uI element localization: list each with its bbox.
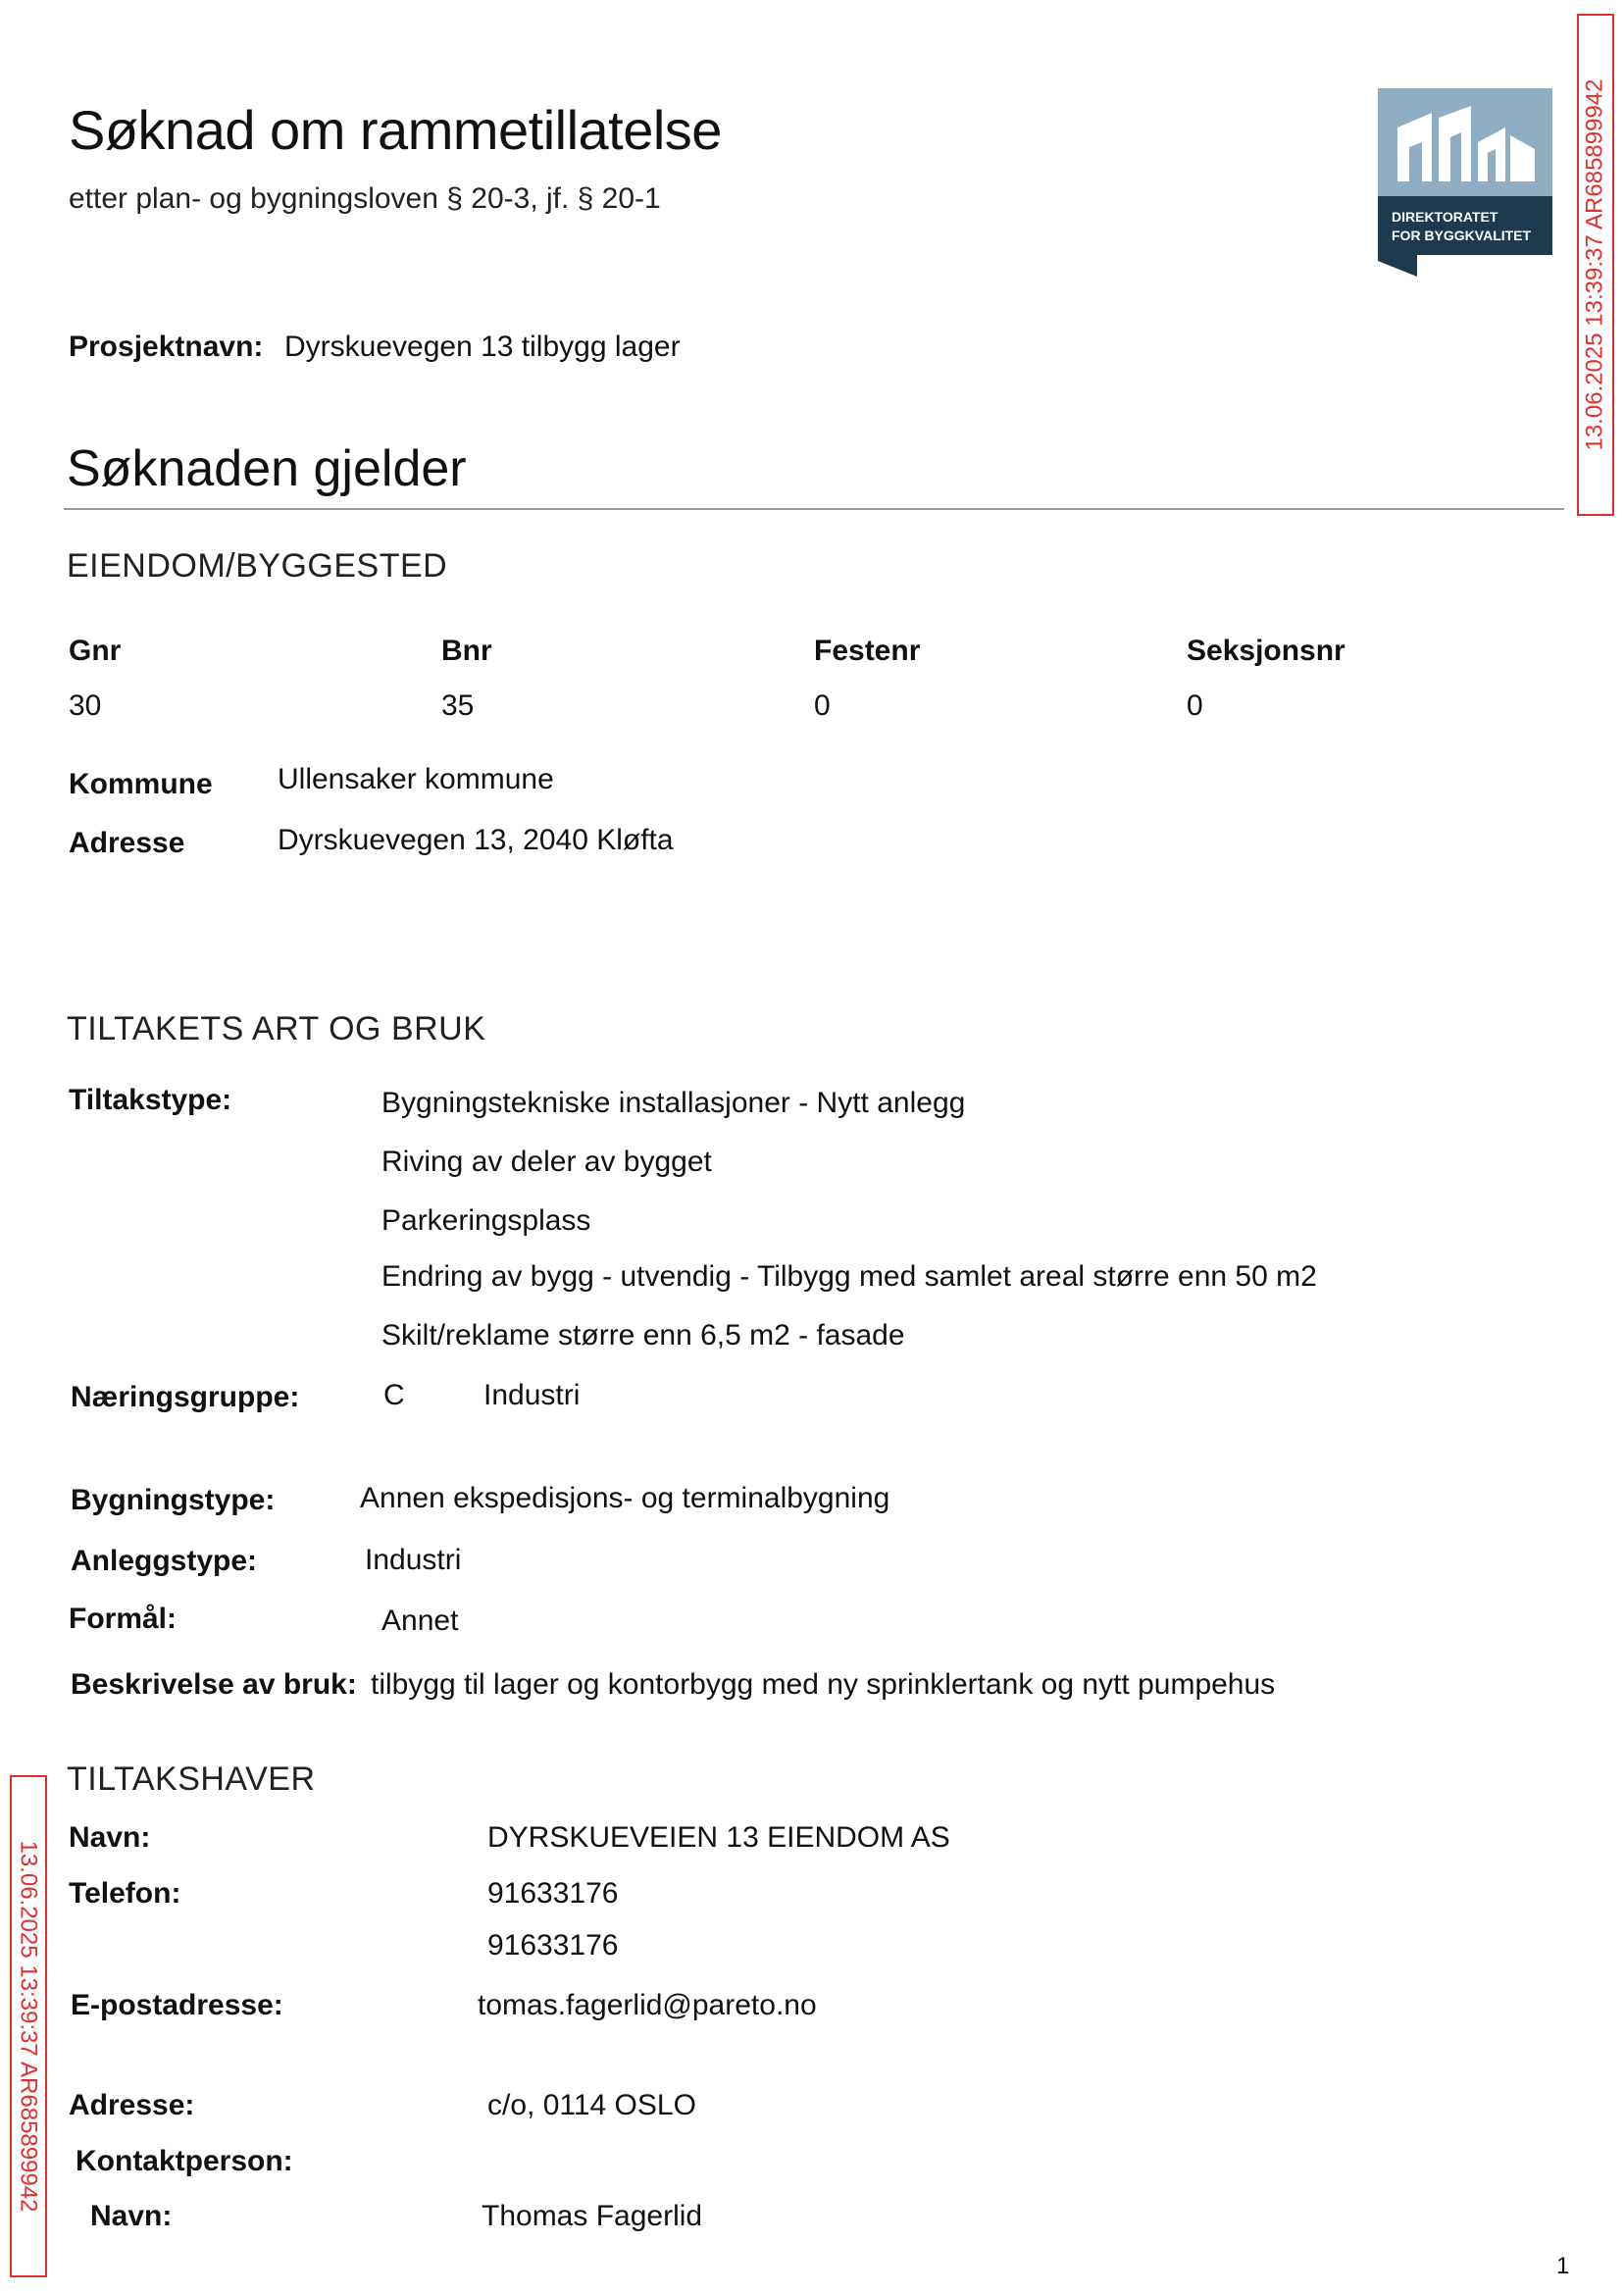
bygningstype-value: Annen ekspedisjons- og terminalbygning: [360, 1482, 890, 1514]
beskrivelse-label: Beskrivelse av bruk:: [71, 1668, 357, 1701]
kontaktperson-navn-label: Navn:: [90, 2200, 173, 2232]
adresse-value: Dyrskuevegen 13, 2040 Kløfta: [278, 824, 674, 856]
project-name-value: Dyrskuevegen 13 tilbygg lager: [284, 331, 681, 363]
tiltakstype-item: Skilt/reklame større enn 6,5 m2 - fasade: [381, 1319, 905, 1351]
tiltakshaver-adresse-value: c/o, 0114 OSLO: [487, 2089, 696, 2121]
tiltakstype-item: Riving av deler av bygget: [381, 1146, 712, 1178]
kommune-label: Kommune: [69, 768, 213, 800]
bnr-label: Bnr: [441, 635, 492, 667]
stamp-text-right: 13.06.2025 13:39:37 AR685899942: [1582, 78, 1608, 451]
formal-label: Formål:: [69, 1603, 178, 1635]
stamp-text-left: 13.06.2025 13:39:37 AR685899942: [16, 1840, 42, 2213]
dibk-logo: [1378, 88, 1552, 277]
telefon-label: Telefon:: [69, 1877, 181, 1910]
epost-value: tomas.fagerlid@pareto.no: [478, 1989, 817, 2021]
festenr-value: 0: [814, 689, 831, 722]
tiltakshaver-adresse-label: Adresse:: [69, 2089, 195, 2121]
naeringsgruppe-code: C: [383, 1379, 405, 1411]
bygningstype-label: Bygningstype:: [71, 1484, 276, 1516]
kontaktperson-label: Kontaktperson:: [76, 2145, 293, 2177]
kontaktperson-navn-value: Thomas Fagerlid: [482, 2200, 703, 2232]
gnr-value: 30: [69, 689, 102, 722]
tiltakstype-label: Tiltakstype:: [69, 1084, 232, 1116]
gnr-label: Gnr: [69, 635, 122, 667]
tiltakshaver-navn-label: Navn:: [69, 1821, 151, 1854]
kommune-value: Ullensaker kommune: [278, 763, 554, 795]
formal-value: Annet: [381, 1605, 459, 1637]
adresse-label: Adresse: [69, 827, 185, 859]
tiltakstype-item: Bygningstekniske installasjoner - Nytt anlegg: [381, 1087, 966, 1119]
naeringsgruppe-label: Næringsgruppe:: [71, 1381, 300, 1413]
tiltakshaver-heading: TILTAKSHAVER: [67, 1760, 316, 1798]
timestamp-stamp-right: [1577, 14, 1614, 516]
page-number: 1: [1556, 2253, 1570, 2279]
section-divider: [64, 508, 1564, 510]
seksjonsnr-value: 0: [1187, 689, 1203, 722]
bnr-value: 35: [441, 689, 475, 722]
tiltakshaver-navn-value: DYRSKUEVEIEN 13 EIENDOM AS: [487, 1821, 950, 1854]
naeringsgruppe-value: Industri: [483, 1379, 581, 1411]
logo-line1: DIREKTORATET: [1392, 209, 1498, 225]
tiltakstype-item: Endring av bygg - utvendig - Tilbygg med samlet areal større enn 50 m2: [381, 1260, 1317, 1293]
tiltak-heading: TILTAKETS ART OG BRUK: [67, 1010, 486, 1047]
property-heading: EIENDOM/BYGGESTED: [67, 547, 448, 585]
timestamp-stamp-left: [10, 1775, 47, 2277]
project-name-label: Prosjektnavn:: [69, 331, 264, 363]
festenr-label: Festenr: [814, 635, 921, 667]
document-subtitle: etter plan- og bygningsloven § 20-3, jf. § 20-1: [69, 182, 661, 215]
telefon-value-secondary: 91633176: [487, 1929, 619, 1962]
document-title: Søknad om rammetillatelse: [69, 99, 722, 161]
beskrivelse-value: tilbygg til lager og kontorbygg med ny sprinklertank og nytt pumpehus: [371, 1668, 1276, 1701]
tiltakstype-item: Parkeringsplass: [381, 1204, 591, 1237]
anleggstype-value: Industri: [365, 1544, 462, 1576]
anleggstype-label: Anleggstype:: [71, 1545, 258, 1577]
logo-line2: FOR BYGGKVALITET: [1392, 228, 1532, 243]
seksjonsnr-label: Seksjonsnr: [1187, 635, 1345, 667]
section-title: Søknaden gjelder: [67, 440, 467, 497]
epost-label: E-postadresse:: [71, 1989, 283, 2021]
telefon-value: 91633176: [487, 1877, 619, 1910]
dibk-logo-graphic: [1378, 88, 1552, 277]
